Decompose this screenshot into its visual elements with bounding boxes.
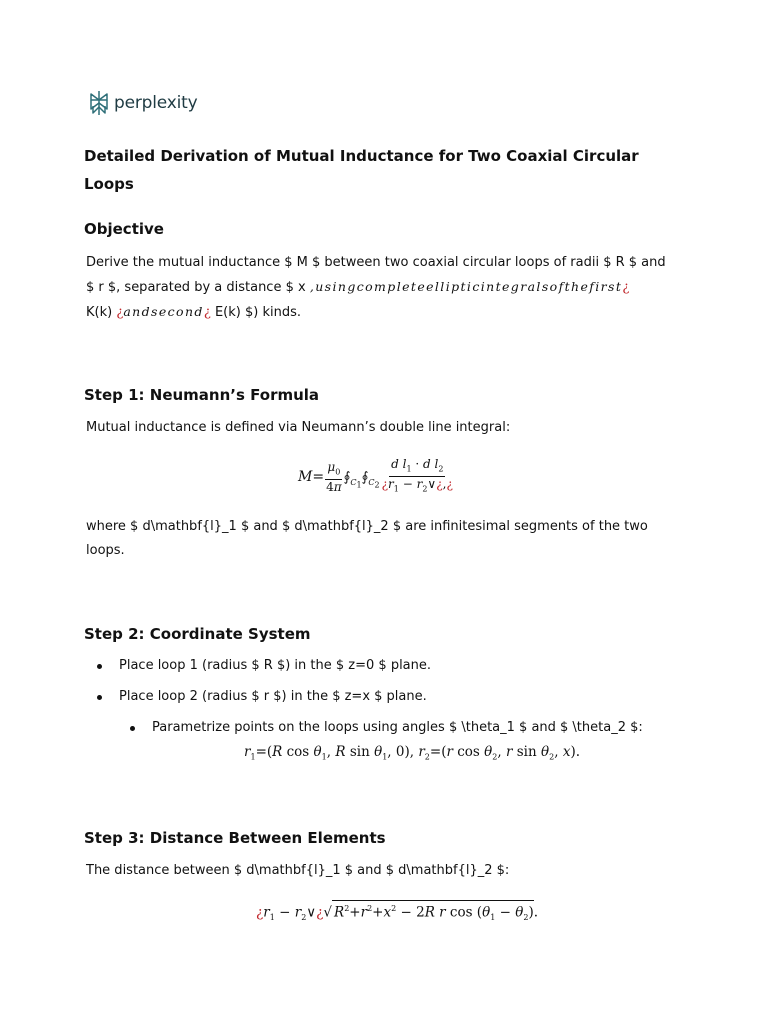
step2-bullet-2: Place loop 2 (radius $ r $) in the $ z=x $ plane. [119, 686, 427, 708]
perplexity-logo [88, 90, 197, 116]
objective-heading: Objective [84, 220, 164, 238]
logo-wordmark: perplexity [114, 93, 198, 113]
parametrization-formula: $r_1=(R$ $\cos \theta_1$, R $\sin \theta_1$, 0), $r_2=(r$ $\cos \theta_2$, r $\sin \theta_2$, x). [244, 744, 580, 762]
objective-line-3: K(k) ¿andsecond¿ E(k) $) kinds. [86, 304, 301, 320]
step3-heading: Step 3: Distance Between Elements [84, 829, 386, 847]
perplexity-logo-icon [88, 90, 110, 116]
step1-intro: Mutual inductance is defined via Neumann’s double line integral: [86, 420, 511, 435]
step2-heading: Step 2: Coordinate System [84, 625, 311, 643]
step2-sub-bullet: Parametrize points on the loops using angles $ \theta_1 $ and $ \theta_2 $: [152, 717, 643, 739]
neumann-formula: M= $\frac{\mu_0}{4\pi}$ $∮_{C_1}∮_{C_2}$ $\frac{d l_1 \cdot d l_2}{¿r_1 - r_2\vee¿,¿}$ [298, 457, 453, 495]
distance-formula: ¿$r_1$ − $r_2\vee¿√$ $R^2+r^2+x^2 - 2R$ r $\cos (\theta_1 - \theta_2)$. [256, 900, 538, 926]
document-title: Detailed Derivation of Mutual Inductance for Two Coaxial Circular Loops [84, 147, 639, 193]
step3-intro: The distance between $ d\mathbf{l}_1 $ and $ d\mathbf{l}_2 $: [86, 863, 510, 878]
step1-heading: Step 1: Neumann’s Formula [84, 386, 320, 404]
step2-bullet-1: Place loop 1 (radius $ R $) in the $ z=0 $ plane. [119, 655, 431, 677]
objective-line-2: $ r $, separated by a distance $ x ,usingcompleteellipticintegralsofthefirst¿ [86, 279, 630, 295]
step1-outro-line-1: where $ d\mathbf{l}_1 $ and $ d\mathbf{l}_2 $ are infinitesimal segments of the two [86, 519, 648, 534]
objective-line-1: Derive the mutual inductance $ M $ between two coaxial circular loops of radii $ R $ and [86, 255, 666, 270]
step1-outro-line-2: loops. [86, 543, 125, 558]
